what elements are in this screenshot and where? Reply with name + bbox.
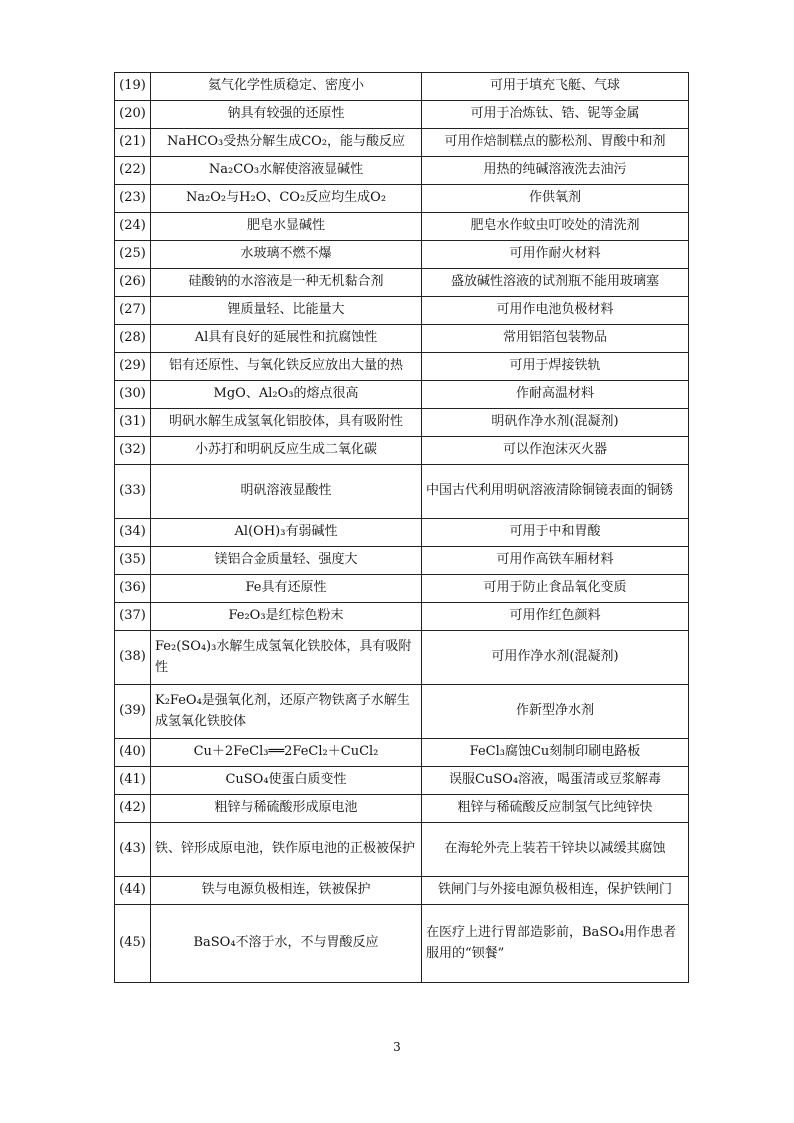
property-cell: 钠具有较强的还原性 bbox=[151, 101, 422, 129]
use-cell: 可用作耐火材料 bbox=[422, 241, 689, 269]
use-cell: 可以作泡沫灭火器 bbox=[422, 437, 689, 465]
row-number: (21) bbox=[115, 129, 151, 157]
use-cell: 作供氧剂 bbox=[422, 185, 689, 213]
table-row bbox=[115, 381, 689, 409]
use-cell: 作耐高温材料 bbox=[422, 381, 689, 409]
property-cell: Al(OH)₃有弱碱性 bbox=[151, 519, 422, 547]
table-row bbox=[115, 409, 689, 437]
table-row bbox=[115, 213, 689, 241]
table-row bbox=[115, 795, 689, 823]
property-cell: 硅酸钠的水溶液是一种无机黏合剂 bbox=[151, 269, 422, 297]
row-number: (25) bbox=[115, 241, 151, 269]
row-number: (31) bbox=[115, 409, 151, 437]
row-number: (44) bbox=[115, 877, 151, 905]
table-body bbox=[115, 73, 689, 983]
table-row bbox=[115, 519, 689, 547]
use-cell: 可用作高铁车厢材料 bbox=[422, 547, 689, 575]
table-row bbox=[115, 575, 689, 603]
table-row bbox=[115, 767, 689, 795]
property-cell: 粗锌与稀硫酸形成原电池 bbox=[151, 795, 422, 823]
row-number: (35) bbox=[115, 547, 151, 575]
table-row bbox=[115, 877, 689, 905]
use-cell: 可用作焙制糕点的膨松剂、胃酸中和剂 bbox=[422, 129, 689, 157]
row-number: (34) bbox=[115, 519, 151, 547]
property-cell: Fe₂O₃是红棕色粉末 bbox=[151, 603, 422, 631]
row-number: (36) bbox=[115, 575, 151, 603]
property-cell: K₂FeO₄是强氧化剂，还原产物铁离子水解生成氢氧化铁胶体 bbox=[151, 685, 422, 739]
property-cell: NaHCO₃受热分解生成CO₂，能与酸反应 bbox=[151, 129, 422, 157]
row-number: (42) bbox=[115, 795, 151, 823]
use-cell: 可用作电池负极材料 bbox=[422, 297, 689, 325]
row-number: (32) bbox=[115, 437, 151, 465]
row-number: (37) bbox=[115, 603, 151, 631]
table-row bbox=[115, 101, 689, 129]
row-number: (30) bbox=[115, 381, 151, 409]
row-number: (29) bbox=[115, 353, 151, 381]
row-number: (24) bbox=[115, 213, 151, 241]
table-row bbox=[115, 465, 689, 519]
use-cell: 可用于中和胃酸 bbox=[422, 519, 689, 547]
row-number: (40) bbox=[115, 739, 151, 767]
use-cell: 可用于防止食品氧化变质 bbox=[422, 575, 689, 603]
use-cell: 在海轮外壳上装若干锌块以减缓其腐蚀 bbox=[422, 823, 689, 877]
property-cell: Na₂O₂与H₂O、CO₂反应均生成O₂ bbox=[151, 185, 422, 213]
table-row bbox=[115, 631, 689, 685]
row-number: (23) bbox=[115, 185, 151, 213]
use-cell: 用热的纯碱溶液洗去油污 bbox=[422, 157, 689, 185]
property-cell: 锂质量轻、比能量大 bbox=[151, 297, 422, 325]
use-cell: 误服CuSO₄溶液，喝蛋清或豆浆解毒 bbox=[422, 767, 689, 795]
table-row bbox=[115, 685, 689, 739]
page-number: 3 bbox=[393, 1040, 401, 1054]
table-row bbox=[115, 157, 689, 185]
row-number: (19) bbox=[115, 73, 151, 101]
property-cell: Cu＋2FeCl₃══2FeCl₂＋CuCl₂ bbox=[151, 739, 422, 767]
table-row bbox=[115, 185, 689, 213]
property-cell: Fe具有还原性 bbox=[151, 575, 422, 603]
table-row bbox=[115, 823, 689, 877]
row-number: (43) bbox=[115, 823, 151, 877]
use-cell: 盛放碱性溶液的试剂瓶不能用玻璃塞 bbox=[422, 269, 689, 297]
use-cell: 作新型净水剂 bbox=[422, 685, 689, 739]
use-cell: 常用铝箔包装物品 bbox=[422, 325, 689, 353]
use-cell: 粗锌与稀硫酸反应制氢气比纯锌快 bbox=[422, 795, 689, 823]
row-number: (39) bbox=[115, 685, 151, 739]
table-row bbox=[115, 353, 689, 381]
property-cell: CuSO₄使蛋白质变性 bbox=[151, 767, 422, 795]
use-cell: 肥皂水作蚊虫叮咬处的清洗剂 bbox=[422, 213, 689, 241]
property-cell: 明矾水解生成氢氧化铝胶体，具有吸附性 bbox=[151, 409, 422, 437]
table-row bbox=[115, 325, 689, 353]
property-cell: Fe₂(SO₄)₃水解生成氢氧化铁胶体，具有吸附性 bbox=[151, 631, 422, 685]
property-cell: 水玻璃不燃不爆 bbox=[151, 241, 422, 269]
property-cell: 肥皂水显碱性 bbox=[151, 213, 422, 241]
row-number: (45) bbox=[115, 905, 151, 983]
row-number: (20) bbox=[115, 101, 151, 129]
property-cell: 镁铝合金质量轻、强度大 bbox=[151, 547, 422, 575]
use-cell: 中国古代利用明矾溶液清除铜镜表面的铜锈 bbox=[422, 465, 689, 519]
use-cell: 可用于填充飞艇、气球 bbox=[422, 73, 689, 101]
use-cell: 铁闸门与外接电源负极相连，保护铁闸门 bbox=[422, 877, 689, 905]
table-row bbox=[115, 905, 689, 983]
property-cell: 铁、锌形成原电池，铁作原电池的正极被保护 bbox=[151, 823, 422, 877]
table-row bbox=[115, 297, 689, 325]
use-cell: FeCl₃腐蚀Cu刻制印刷电路板 bbox=[422, 739, 689, 767]
property-cell: BaSO₄不溶于水，不与胃酸反应 bbox=[151, 905, 422, 983]
property-cell: 铁与电源负极相连，铁被保护 bbox=[151, 877, 422, 905]
row-number: (41) bbox=[115, 767, 151, 795]
property-cell: 明矾溶液显酸性 bbox=[151, 465, 422, 519]
row-number: (27) bbox=[115, 297, 151, 325]
use-cell: 可用作净水剂(混凝剂) bbox=[422, 631, 689, 685]
row-number: (38) bbox=[115, 631, 151, 685]
table-row bbox=[115, 129, 689, 157]
table-row bbox=[115, 739, 689, 767]
property-cell: 氦气化学性质稳定、密度小 bbox=[151, 73, 422, 101]
use-cell: 可用作红色颜料 bbox=[422, 603, 689, 631]
use-cell: 明矾作净水剂(混凝剂) bbox=[422, 409, 689, 437]
use-cell: 在医疗上进行胃部造影前，BaSO₄用作患者服用的“钡餐” bbox=[422, 905, 689, 983]
table-row bbox=[115, 241, 689, 269]
property-cell: Al具有良好的延展性和抗腐蚀性 bbox=[151, 325, 422, 353]
use-cell: 可用于冶炼钛、锆、铌等金属 bbox=[422, 101, 689, 129]
table-row bbox=[115, 437, 689, 465]
table-row bbox=[115, 73, 689, 101]
table-row bbox=[115, 547, 689, 575]
row-number: (33) bbox=[115, 465, 151, 519]
row-number: (26) bbox=[115, 269, 151, 297]
use-cell: 可用于焊接铁轨 bbox=[422, 353, 689, 381]
table-row bbox=[115, 603, 689, 631]
row-number: (22) bbox=[115, 157, 151, 185]
row-number: (28) bbox=[115, 325, 151, 353]
property-cell: Na₂CO₃水解使溶液显碱性 bbox=[151, 157, 422, 185]
property-use-table bbox=[114, 72, 689, 983]
property-cell: 铝有还原性、与氧化铁反应放出大量的热 bbox=[151, 353, 422, 381]
property-cell: 小苏打和明矾反应生成二氧化碳 bbox=[151, 437, 422, 465]
table-row bbox=[115, 269, 689, 297]
property-cell: MgO、Al₂O₃的熔点很高 bbox=[151, 381, 422, 409]
